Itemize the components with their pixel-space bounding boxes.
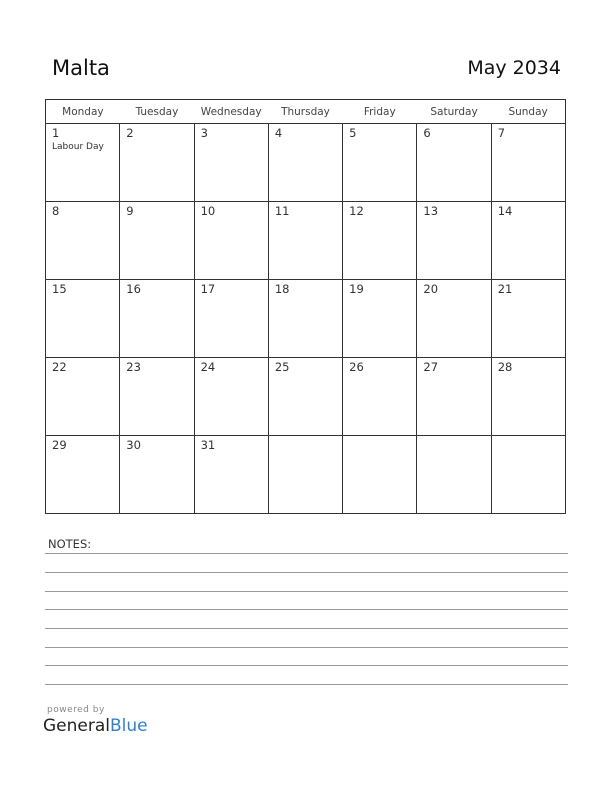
generalblue-logo[interactable] (43, 716, 148, 736)
day-cell (120, 280, 194, 358)
day-cell (120, 124, 194, 202)
day-cell (343, 436, 417, 514)
day-cell (417, 124, 491, 202)
day-number: 22 (52, 360, 67, 374)
day-cell (343, 124, 417, 202)
day-cell (46, 280, 120, 358)
day-number: 27 (423, 360, 439, 374)
notes-line (45, 572, 568, 573)
brand-name-part2: Blue (110, 716, 148, 736)
day-number: 16 (126, 282, 141, 296)
notes-line (45, 628, 568, 629)
brand-name-part1: General (43, 716, 110, 736)
day-cell (194, 280, 268, 358)
week-row (46, 202, 566, 280)
notes-line (45, 591, 568, 592)
day-number: 4 (274, 126, 283, 140)
day-number: 19 (349, 282, 364, 296)
day-number: 29 (52, 438, 67, 452)
notes-line (45, 647, 568, 648)
day-cell (194, 124, 268, 202)
day-number: 3 (200, 126, 208, 140)
day-number (343, 436, 416, 439)
weekday-friday: Friday (343, 100, 417, 124)
day-number: 9 (126, 204, 134, 218)
day-number: 17 (200, 282, 216, 296)
day-number: 31 (200, 438, 216, 452)
day-number: 6 (423, 126, 431, 140)
day-number: 21 (497, 282, 513, 296)
calendar-grid (45, 99, 566, 514)
notes-line (45, 665, 568, 666)
day-number: 10 (200, 204, 216, 218)
day-cell (491, 124, 565, 202)
weekday-wednesday: Wednesday (194, 100, 268, 124)
day-cell (491, 436, 565, 514)
day-cell (194, 202, 268, 280)
day-number: 14 (497, 204, 513, 218)
day-cell (343, 358, 417, 436)
week-row (46, 124, 566, 202)
day-cell (194, 436, 268, 514)
day-number: 1 (52, 126, 60, 140)
day-cell (268, 124, 342, 202)
day-number: 18 (274, 282, 290, 296)
day-number: 12 (349, 204, 364, 218)
day-number: 11 (274, 204, 290, 218)
day-number: 26 (349, 360, 364, 374)
notes-line (45, 684, 568, 685)
day-number: 20 (423, 282, 439, 296)
day-number: 13 (423, 204, 439, 218)
weekday-saturday: Saturday (417, 100, 491, 124)
weekday-tuesday: Tuesday (120, 100, 194, 124)
day-number: 15 (52, 282, 67, 296)
day-number: 2 (126, 126, 134, 140)
weekday-thursday: Thursday (268, 100, 342, 124)
powered-by-text: powered by (47, 705, 105, 715)
day-number: 7 (497, 126, 506, 140)
day-number: 23 (126, 360, 141, 374)
week-row (46, 280, 566, 358)
day-cell (120, 436, 194, 514)
day-cell (120, 358, 194, 436)
day-cell (120, 202, 194, 280)
day-cell (268, 202, 342, 280)
weekday-monday: Monday (46, 100, 120, 124)
weekday-sunday: Sunday (491, 100, 565, 124)
day-cell (46, 358, 120, 436)
day-cell (417, 358, 491, 436)
day-cell (417, 202, 491, 280)
day-cell (343, 202, 417, 280)
day-cell (268, 280, 342, 358)
day-number: 5 (349, 126, 357, 140)
notes-line (45, 609, 568, 610)
day-cell (343, 280, 417, 358)
day-number: 25 (274, 360, 290, 374)
holiday-label: Labour Day (52, 142, 104, 152)
day-cell (417, 280, 491, 358)
week-row (46, 358, 566, 436)
notes-line (45, 553, 568, 554)
day-cell (268, 436, 342, 514)
day-cell (268, 358, 342, 436)
day-cell (46, 202, 120, 280)
day-cell (491, 358, 565, 436)
notes-label: NOTES: (48, 537, 92, 551)
day-cell (417, 436, 491, 514)
month-year-title: May 2034 (467, 57, 561, 79)
day-number: 30 (126, 438, 141, 452)
day-cell (46, 436, 120, 514)
day-number: 8 (52, 204, 60, 218)
week-row (46, 436, 566, 514)
day-number: 24 (200, 360, 216, 374)
day-cell (491, 280, 565, 358)
day-number (492, 436, 565, 439)
day-cell (194, 358, 268, 436)
day-cell (46, 124, 120, 202)
day-number (269, 436, 342, 439)
day-cell (491, 202, 565, 280)
day-number (417, 436, 490, 439)
country-title: Malta (52, 56, 110, 80)
weekday-header-row (46, 100, 566, 124)
day-number: 28 (497, 360, 513, 374)
